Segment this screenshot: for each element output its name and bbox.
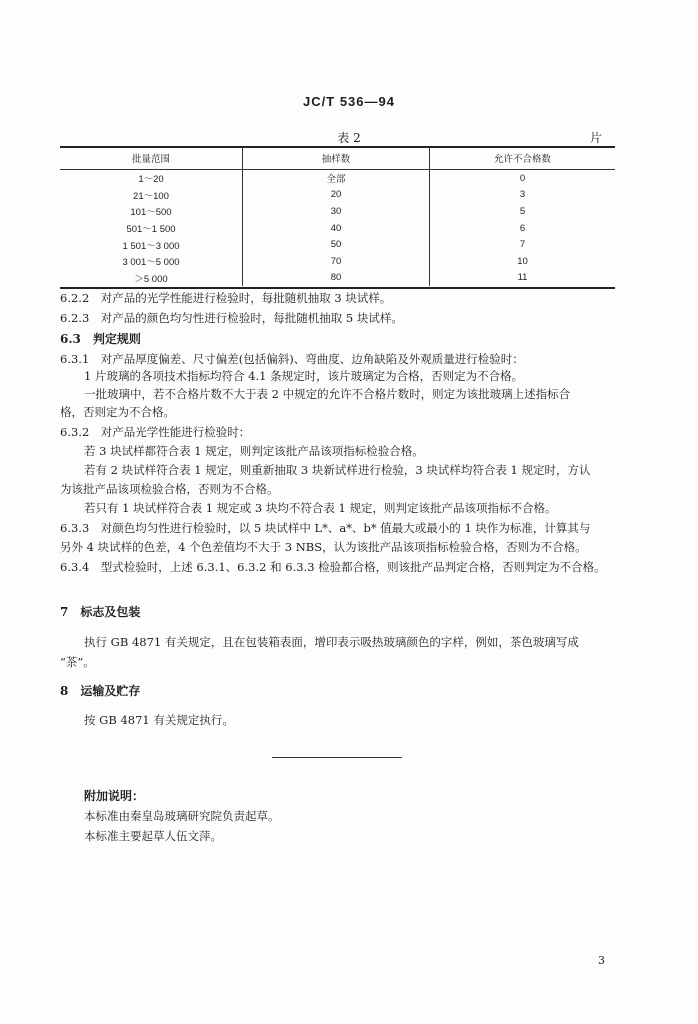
table-row (60, 187, 615, 204)
clause-6-3-4: 6.3.4 型式检验时，上述 6.3.1、6.3.2 和 6.3.3 检验都合格，则该批产品判定合格，否则判定为不合格。 (60, 560, 606, 574)
column-header-batch-range: 批量范围 (60, 146, 243, 170)
clause-6-3-1: 6.3.1 对产品厚度偏差、尺寸偏差(包括偏斜)、弯曲度、边角缺陷及外观质量进行检验时： (60, 352, 524, 366)
section-divider (272, 757, 402, 758)
cell-sample-size: 30 (243, 203, 430, 220)
cell-batch-range: 21～100 (133, 190, 169, 202)
notes-title: 附加说明： (84, 789, 145, 803)
table-bottom-rule (60, 287, 615, 289)
cell-batch-range: 1 501～3 000 (122, 240, 180, 252)
cell-allowed-defects: 11 (430, 270, 616, 287)
cell-allowed-defects: 7 (430, 236, 616, 253)
section-8-text: 按 GB 4871 有关规定执行。 (84, 713, 234, 727)
table-row (60, 170, 615, 187)
table-row (60, 253, 615, 270)
clause-6-3-3-line: 另外 4 块试样的色差，4 个色差值均不大于 3 NBS，认为该批产品该项指标检验合格，否则为不合格。 (60, 540, 587, 554)
cell-allowed-defects: 3 (430, 187, 616, 204)
table-row (60, 270, 615, 287)
table-unit: 片 (590, 131, 603, 145)
column-header-sample-size: 抽样数 (243, 146, 430, 170)
table-row (60, 203, 615, 220)
cell-allowed-defects: 10 (430, 253, 616, 270)
clause-6-3-1-line: 一批玻璃中，若不合格片数不大于表 2 中规定的允许不合格片数时，则定为该批玻璃上述指标合 (84, 387, 571, 401)
notes-line: 本标准由秦皇岛玻璃研究院负责起草。 (84, 809, 280, 823)
section-7-text: “茶”。 (60, 655, 95, 669)
cell-batch-range: ＞5 000 (134, 273, 168, 285)
table-row (60, 220, 615, 237)
clause-6-2-2: 6.2.2 对产品的光学性能进行检验时，每批随机抽取 3 块试样。 (60, 291, 392, 305)
clause-6-3-1-line: 格，否则定为不合格。 (60, 405, 175, 419)
clause-6-3-2-line: 若只有 1 块试样符合表 1 规定或 3 块均不符合表 1 规定，则判定该批产品该项指标不合格。 (84, 501, 557, 515)
cell-batch-range: 101～500 (130, 207, 172, 219)
clause-6-3-2-line: 若 3 块试样都符合表 1 规定，则判定该批产品该项指标检验合格。 (84, 444, 424, 458)
heading-section-8: 8 运输及贮存 (60, 684, 141, 698)
clause-6-3-1-line: 1 片玻璃的各项技术指标均符合 4.1 条规定时，该片玻璃定为合格，否则定为不合格。 (84, 369, 524, 383)
clause-6-3-2-line: 若有 2 块试样符合表 1 规定，则重新抽取 3 块新试样进行检验，3 块试样均符合表 1 规定时，方认 (84, 463, 591, 477)
cell-sample-size: 20 (243, 187, 430, 204)
table-header-row (60, 146, 615, 170)
clause-6-2-3: 6.2.3 对产品的颜色均匀性进行检验时，每批随机抽取 5 块试样。 (60, 311, 403, 325)
page-number: 3 (598, 954, 605, 967)
cell-batch-range: 3 001～5 000 (122, 257, 180, 269)
notes-line: 本标准主要起草人伍文萍。 (84, 829, 222, 843)
cell-batch-range: 1～20 (138, 174, 164, 186)
cell-sample-size: 70 (243, 253, 430, 270)
standard-code-header: JC/T 536—94 (303, 94, 395, 109)
heading-section-7: 7 标志及包装 (60, 605, 141, 619)
cell-allowed-defects: 0 (430, 170, 616, 187)
clause-6-3-2-line: 为该批产品该项检验合格，否则为不合格。 (60, 482, 279, 496)
table-caption: 表 2 (337, 131, 361, 145)
cell-sample-size: 80 (243, 270, 430, 287)
heading-6-3: 6.3 判定规则 (60, 332, 141, 346)
cell-allowed-defects: 5 (430, 203, 616, 220)
cell-allowed-defects: 6 (430, 220, 616, 237)
column-header-allowed-defects: 允许不合格数 (430, 146, 616, 170)
cell-batch-range: 501～1 500 (126, 224, 176, 236)
clause-6-3-2: 6.3.2 对产品光学性能进行检验时： (60, 425, 251, 439)
table-row (60, 236, 615, 253)
cell-sample-size: 40 (243, 220, 430, 237)
clause-6-3-3: 6.3.3 对颜色均匀性进行检验时，以 5 块试样中 L*、a*、b* 值最大或最小的 1 块作为标准，计算其与 (60, 521, 591, 535)
section-7-text: 执行 GB 4871 有关规定，且在包装箱表面，增印表示吸热玻璃颜色的字样，例如，茶色玻璃写成 (84, 635, 579, 649)
cell-sample-size: 全部 (243, 170, 430, 187)
cell-sample-size: 50 (243, 236, 430, 253)
sampling-table (60, 146, 615, 286)
